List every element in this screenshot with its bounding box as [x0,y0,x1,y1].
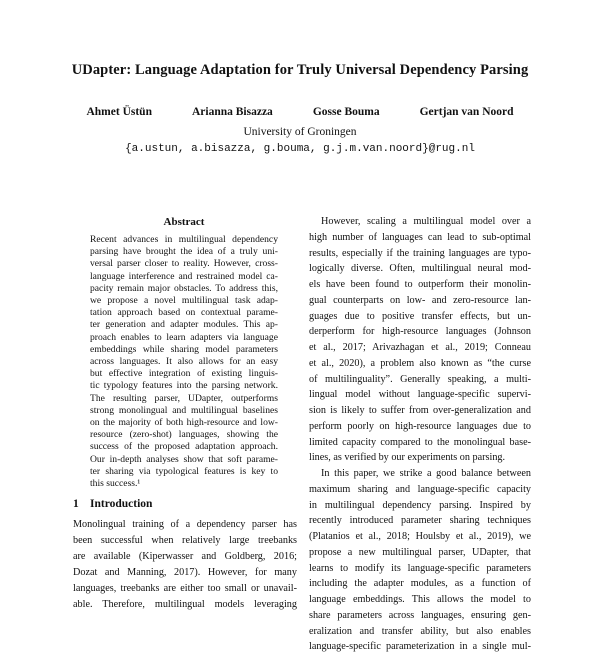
abstract-line: across languages. It also allows for an easy [90,356,278,368]
paragraph-line: learns to modify its language-specific parameters [309,562,531,574]
abstract-line: tation approach based on contextual parame- [90,307,278,319]
paragraph-line: recently introduced parameter sharing techniques [309,515,531,527]
paragraph-line: els have been found to outperform their monolin- [309,279,531,290]
author-name: Arianna Bisazza [191,106,273,118]
paragraph-line: sion is likely to suffer from over-generalization and [309,405,531,416]
abstract-line: but effective integration of existing linguis- [90,368,278,380]
author-emails: {a.ustun, a.bisazza, g.bouma, g.j.m.van.noord}@rug.nl [125,143,475,155]
abstract-line: versal parser closer to reality. However, cross- [90,258,278,270]
introduction-line: Dozat and Manning, 2017). However, for many [73,567,297,578]
paragraph-line: high number of languages can lead to sub-optimal [309,231,531,243]
paragraph-line: However, scaling a multilingual model over a [321,216,531,227]
paragraph-line: language-specific parameterization in a single mul- [309,641,531,653]
introduction-line: Monolingual training of a dependency parser has [73,519,297,530]
section-title: Introduction [90,498,153,510]
introduction-body [73,517,297,613]
section-heading-introduction [73,498,303,510]
abstract-line: proach enables to learn adapters via language [90,331,278,343]
abstract-line: Recent advances in multilingual dependency [90,234,278,245]
introduction-line: languages, treebanks are either too small or unavail- [73,583,297,594]
paragraph-line: eralization and transfer ability, but also enables [309,625,531,637]
paragraph-line: in multilingual dependency parsing. Inspired by [309,499,531,511]
paragraph-line: gual counterparts on low- and zero-resource lan- [309,294,531,306]
paragraph-line: including the adapter modules, as a function of [309,578,531,590]
abstract-line: language interference and restrained model ca- [90,270,278,282]
paragraph-line: lines, as verified by our experiments on parsing. [309,452,506,464]
abstract-line: on the majority of both high-resource and low- [90,417,278,429]
abstract-body [90,234,278,490]
right-column-body [309,214,531,655]
abstract-line: strong monolingual and multilingual baselines [90,404,278,416]
paragraph-line: logically diverse. Often, multilingual neural mod- [309,263,531,275]
paper-title: UDapter: Language Adaptation for Truly Universal Dependency Parsing [71,62,529,78]
paragraph-line: maximum sharing and language-specific capacity [309,483,531,495]
paragraph-line: share parameters across languages, ensuring gen- [309,609,531,621]
introduction-line: able. Therefore, multilingual models leveraging [73,599,297,610]
paragraph-line: language embeddings. This allows the model to [309,594,531,605]
author-list [0,106,600,118]
paragraph-line: propose a new multilingual parser, UDapter, that [309,546,531,558]
author-name: Gertjan van Noord [419,106,514,118]
paragraph-line: et al., 2017; Arivazhagan et al., 2019; Conneau [309,342,531,353]
abstract-line: resource (zero-shot) languages, showing the [90,429,278,441]
abstract-line: tic typology features into the parsing network. [90,380,278,392]
abstract-line: pacity remain major obstacles. To address this, [90,282,278,294]
abstract-line: embeddings while sharing model parameters [90,343,278,355]
author-name: Ahmet Üstün [86,106,152,118]
paragraph-line: perform poorly on high-resource languages due to [309,420,531,432]
paragraph-line: guages due to positive transfer effects, but un- [309,310,531,322]
paragraph-line: results, especially if the training languages are typo- [309,247,531,259]
abstract-line: Our in-depth analyses show that soft parame- [90,453,278,465]
paragraph-line: In this paper, we strike a good balance between [321,468,531,479]
author-name: Gosse Bouma [312,106,380,118]
paragraph-line: et al., 2020), a problem also known as “the curse [309,357,531,369]
abstract-line: The resulting parser, UDapter, outperforms [90,392,278,404]
section-number: 1 [73,498,79,510]
paragraph-line: derperform for high-resource languages (Johnson [309,326,531,338]
affiliation: University of Groningen [243,126,357,138]
introduction-line: are available (Kiperwasser and Goldberg, 2016; [73,551,297,562]
abstract-line: parsing have brought the idea of a truly uni- [90,246,278,258]
abstract-line: success of the proposed adaptation approach. [90,441,278,453]
abstract-line: ter sharing via typological features is key to [90,465,278,477]
paragraph-line: limited capacity compared to the monolingual base- [309,436,531,448]
abstract-heading: Abstract [163,216,205,228]
abstract-line: ter generation and adapter modules. This ap- [90,319,278,331]
paragraph-line: (Platanios et al., 2018; Houlsby et al., 2019), we [309,531,531,542]
paragraph-line: of multilinguality”. Generally speaking, a multi- [309,373,531,385]
introduction-line: been successful when relatively large treebanks [73,535,297,546]
abstract-line: we propose a novel multilingual task adap- [90,295,278,307]
abstract-line: this success.¹ [90,478,141,490]
paragraph-line: lingual model without language-specific supervi- [309,389,531,401]
